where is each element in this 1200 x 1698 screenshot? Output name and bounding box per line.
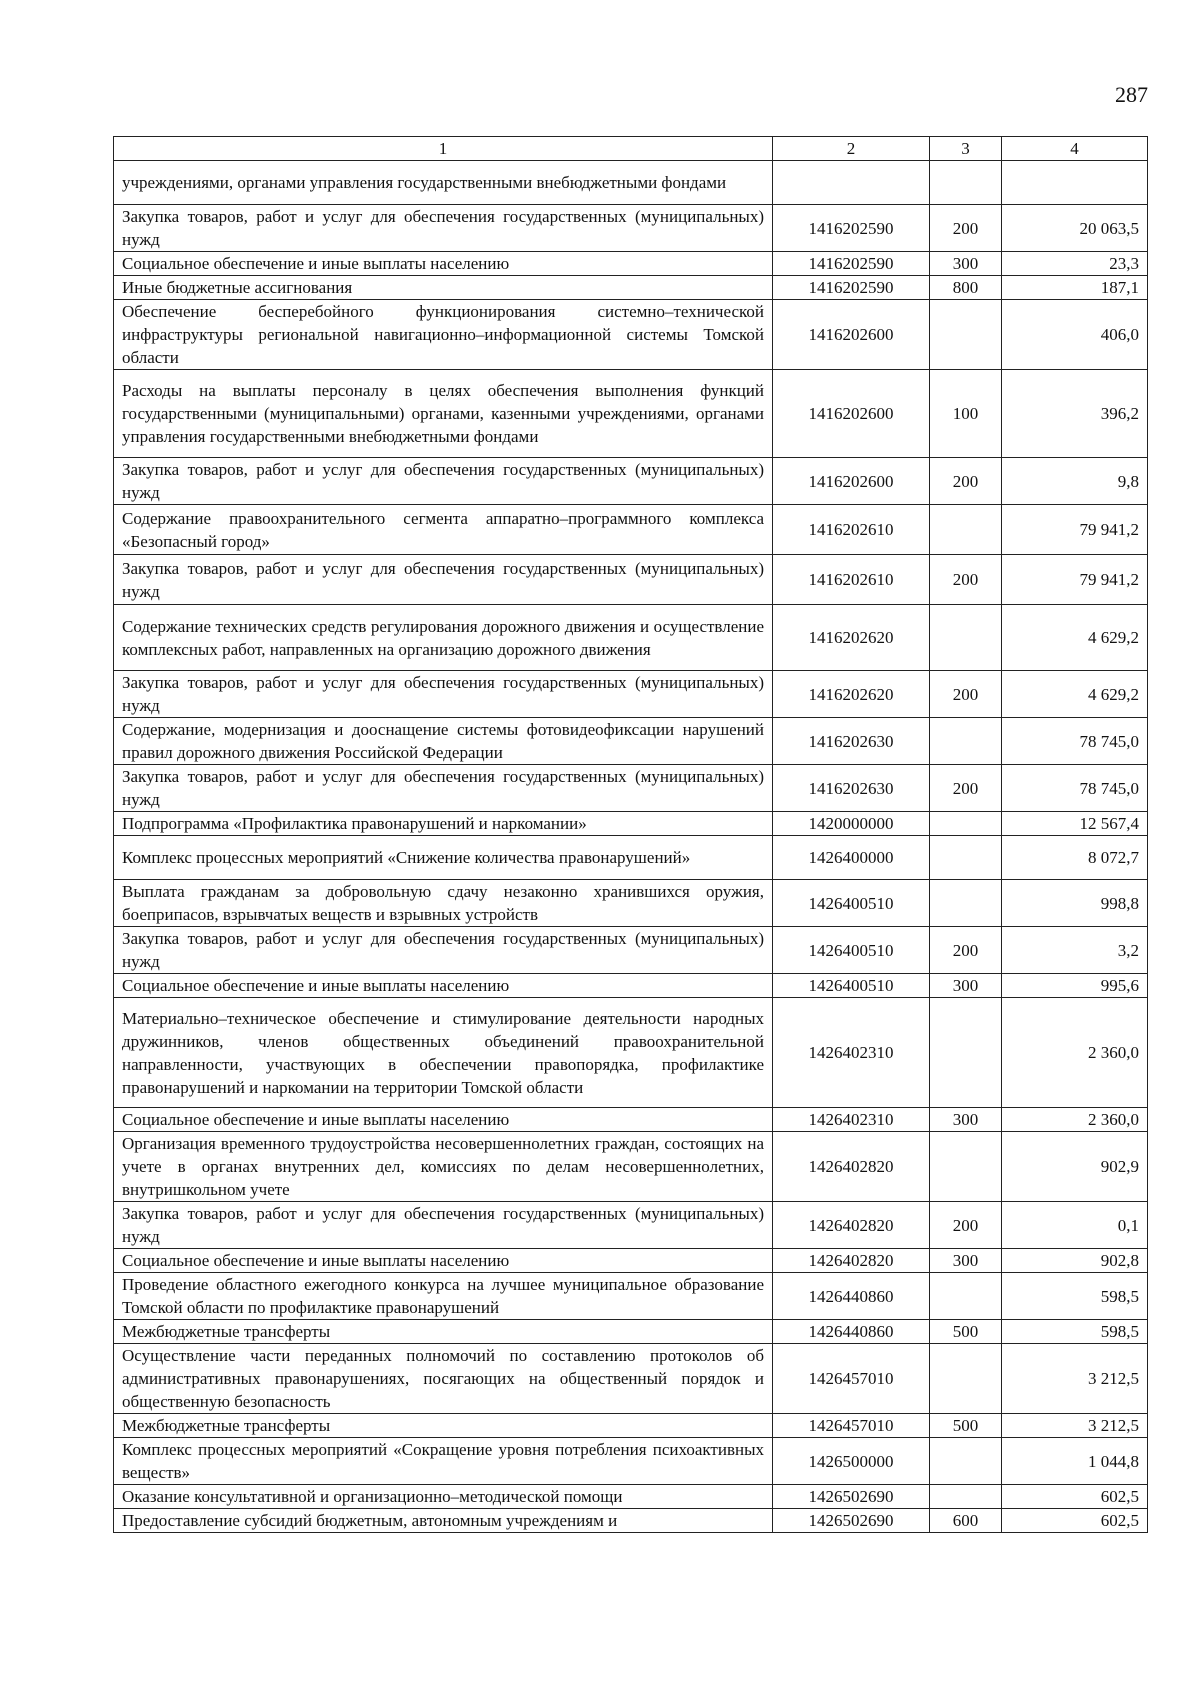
table-row xyxy=(114,1108,1148,1132)
table-row xyxy=(114,605,1148,671)
table-row xyxy=(114,1414,1148,1438)
row-code-cell: 1426400510 xyxy=(773,927,930,974)
table-row xyxy=(114,1344,1148,1414)
row-sum-cell: 9,8 xyxy=(1002,458,1148,505)
table-row xyxy=(114,974,1148,998)
row-sum-cell: 598,5 xyxy=(1002,1273,1148,1320)
row-name-cell: Социальное обеспечение и иные выплаты населению xyxy=(114,252,773,276)
row-type-cell: 300 xyxy=(930,1249,1002,1273)
table-row xyxy=(114,458,1148,505)
table-row xyxy=(114,998,1148,1108)
row-type-cell: 800 xyxy=(930,276,1002,300)
row-type-cell xyxy=(930,505,1002,555)
table-row xyxy=(114,836,1148,880)
header-row xyxy=(114,137,1148,161)
row-type-cell: 200 xyxy=(930,765,1002,812)
row-sum-cell: 12 567,4 xyxy=(1002,812,1148,836)
row-sum-cell: 79 941,2 xyxy=(1002,555,1148,605)
row-code-cell: 1416202620 xyxy=(773,671,930,718)
table-row xyxy=(114,765,1148,812)
table-row xyxy=(114,1485,1148,1509)
budget-table xyxy=(113,136,1148,1533)
row-sum-cell: 396,2 xyxy=(1002,370,1148,458)
row-type-cell xyxy=(930,836,1002,880)
row-sum-cell: 4 629,2 xyxy=(1002,671,1148,718)
row-sum-cell: 8 072,7 xyxy=(1002,836,1148,880)
column-header-sum: 4 xyxy=(1002,137,1148,161)
table-row xyxy=(114,252,1148,276)
row-sum-cell: 20 063,5 xyxy=(1002,205,1148,252)
row-code-cell: 1416202600 xyxy=(773,370,930,458)
row-code-cell: 1426400000 xyxy=(773,836,930,880)
row-type-cell xyxy=(930,998,1002,1108)
row-name-cell: Межбюджетные трансферты xyxy=(114,1320,773,1344)
row-name-cell: Закупка товаров, работ и услуг для обеспечения государственных (муниципальных) нужд xyxy=(114,458,773,505)
column-header-code: 2 xyxy=(773,137,930,161)
table-row xyxy=(114,300,1148,370)
row-code-cell: 1416202630 xyxy=(773,718,930,765)
row-name-cell: Закупка товаров, работ и услуг для обеспечения государственных (муниципальных) нужд xyxy=(114,205,773,252)
column-header-name: 1 xyxy=(114,137,773,161)
row-type-cell: 300 xyxy=(930,1108,1002,1132)
row-sum-cell: 0,1 xyxy=(1002,1202,1148,1249)
row-code-cell: 1416202590 xyxy=(773,276,930,300)
row-type-cell xyxy=(930,718,1002,765)
row-name-cell: Расходы на выплаты персоналу в целях обеспечения выполнения функций государственными (муниципальными) органами, казенными учреждениями, органами управления государственными внебюджетными фондами xyxy=(114,370,773,458)
row-name-cell: Иные бюджетные ассигнования xyxy=(114,276,773,300)
row-sum-cell: 79 941,2 xyxy=(1002,505,1148,555)
row-sum-cell: 1 044,8 xyxy=(1002,1438,1148,1485)
row-code-cell: 1416202600 xyxy=(773,300,930,370)
table-row xyxy=(114,1249,1148,1273)
row-name-cell: Закупка товаров, работ и услуг для обеспечения государственных (муниципальных) нужд xyxy=(114,555,773,605)
row-code-cell xyxy=(773,161,930,205)
row-sum-cell: 998,8 xyxy=(1002,880,1148,927)
row-code-cell: 1420000000 xyxy=(773,812,930,836)
row-name-cell: Содержание, модернизация и дооснащение системы фотовидеофиксации нарушений правил дорожного движения Российской Федерации xyxy=(114,718,773,765)
row-name-cell: Оказание консультативной и организационно–методической помощи xyxy=(114,1485,773,1509)
row-code-cell: 1426402310 xyxy=(773,1108,930,1132)
row-name-cell: Закупка товаров, работ и услуг для обеспечения государственных (муниципальных) нужд xyxy=(114,1202,773,1249)
row-code-cell: 1426402820 xyxy=(773,1132,930,1202)
row-name-cell: Проведение областного ежегодного конкурса на лучшее муниципальное образование Томской области по профилактике правонарушений xyxy=(114,1273,773,1320)
row-type-cell: 300 xyxy=(930,252,1002,276)
row-name-cell: Социальное обеспечение и иные выплаты населению xyxy=(114,1249,773,1273)
row-type-cell: 300 xyxy=(930,974,1002,998)
row-type-cell xyxy=(930,1273,1002,1320)
row-type-cell: 500 xyxy=(930,1320,1002,1344)
row-type-cell: 600 xyxy=(930,1509,1002,1533)
table-row xyxy=(114,276,1148,300)
row-code-cell: 1426400510 xyxy=(773,880,930,927)
table-row xyxy=(114,1202,1148,1249)
table-row xyxy=(114,505,1148,555)
row-code-cell: 1416202590 xyxy=(773,252,930,276)
row-code-cell: 1416202630 xyxy=(773,765,930,812)
row-type-cell: 200 xyxy=(930,671,1002,718)
row-sum-cell: 3 212,5 xyxy=(1002,1344,1148,1414)
row-type-cell xyxy=(930,1344,1002,1414)
row-code-cell: 1426440860 xyxy=(773,1320,930,1344)
row-code-cell: 1426457010 xyxy=(773,1414,930,1438)
row-type-cell xyxy=(930,300,1002,370)
table-row xyxy=(114,370,1148,458)
row-sum-cell: 406,0 xyxy=(1002,300,1148,370)
row-name-cell: Содержание технических средств регулирования дорожного движения и осуществление комплексных работ, направленных на организацию дорожного движения xyxy=(114,605,773,671)
row-code-cell: 1426502690 xyxy=(773,1485,930,1509)
row-type-cell xyxy=(930,880,1002,927)
table-row xyxy=(114,1132,1148,1202)
row-name-cell: Комплекс процессных мероприятий «Снижение количества правонарушений» xyxy=(114,836,773,880)
row-code-cell: 1416202620 xyxy=(773,605,930,671)
row-name-cell: Организация временного трудоустройства несовершеннолетних граждан, состоящих на учете в органах внутренних дел, комиссиях по делам несовершеннолетних, внутришкольном учете xyxy=(114,1132,773,1202)
row-sum-cell: 4 629,2 xyxy=(1002,605,1148,671)
row-code-cell: 1426402310 xyxy=(773,998,930,1108)
row-name-cell: Комплекс процессных мероприятий «Сокращение уровня потребления психоактивных веществ» xyxy=(114,1438,773,1485)
table-row xyxy=(114,555,1148,605)
row-sum-cell xyxy=(1002,161,1148,205)
row-sum-cell: 3 212,5 xyxy=(1002,1414,1148,1438)
row-sum-cell: 902,9 xyxy=(1002,1132,1148,1202)
row-sum-cell: 2 360,0 xyxy=(1002,998,1148,1108)
row-sum-cell: 598,5 xyxy=(1002,1320,1148,1344)
row-type-cell: 500 xyxy=(930,1414,1002,1438)
row-code-cell: 1416202590 xyxy=(773,205,930,252)
row-name-cell: Социальное обеспечение и иные выплаты населению xyxy=(114,1108,773,1132)
row-type-cell: 200 xyxy=(930,458,1002,505)
row-name-cell: Закупка товаров, работ и услуг для обеспечения государственных (муниципальных) нужд xyxy=(114,671,773,718)
column-header-type: 3 xyxy=(930,137,1002,161)
row-name-cell: Материально–техническое обеспечение и стимулирование деятельности народных дружинников, членов общественных объединений правоохранительной направленности, участвующих в обеспечении правопорядка, профилактике правонарушений и наркомании на территории Томской области xyxy=(114,998,773,1108)
row-sum-cell: 995,6 xyxy=(1002,974,1148,998)
row-code-cell: 1426440860 xyxy=(773,1273,930,1320)
row-sum-cell: 602,5 xyxy=(1002,1485,1148,1509)
row-type-cell xyxy=(930,1132,1002,1202)
table-row xyxy=(114,161,1148,205)
table-body xyxy=(114,161,1148,1533)
row-type-cell xyxy=(930,812,1002,836)
row-code-cell: 1426402820 xyxy=(773,1202,930,1249)
row-code-cell: 1426402820 xyxy=(773,1249,930,1273)
row-name-cell: Предоставление субсидий бюджетным, автономным учреждениям и xyxy=(114,1509,773,1533)
row-type-cell: 200 xyxy=(930,927,1002,974)
page-number: 287 xyxy=(1115,82,1148,107)
table-row xyxy=(114,718,1148,765)
row-sum-cell: 78 745,0 xyxy=(1002,718,1148,765)
row-type-cell xyxy=(930,605,1002,671)
table-row xyxy=(114,1320,1148,1344)
row-type-cell xyxy=(930,1485,1002,1509)
row-sum-cell: 2 360,0 xyxy=(1002,1108,1148,1132)
row-type-cell xyxy=(930,1438,1002,1485)
table-row xyxy=(114,880,1148,927)
table-header xyxy=(114,137,1148,161)
row-type-cell: 200 xyxy=(930,1202,1002,1249)
row-type-cell: 200 xyxy=(930,205,1002,252)
table-row xyxy=(114,205,1148,252)
row-sum-cell: 602,5 xyxy=(1002,1509,1148,1533)
row-code-cell: 1426500000 xyxy=(773,1438,930,1485)
row-sum-cell: 23,3 xyxy=(1002,252,1148,276)
row-name-cell: Межбюджетные трансферты xyxy=(114,1414,773,1438)
row-name-cell: Выплата гражданам за добровольную сдачу незаконно хранившихся оружия, боеприпасов, взрывчатых веществ и взрывных устройств xyxy=(114,880,773,927)
row-name-cell: Осуществление части переданных полномочий по составлению протоколов об административных правонарушениях, посягающих на общественный порядок и общественную безопасность xyxy=(114,1344,773,1414)
table-row xyxy=(114,1273,1148,1320)
table-row xyxy=(114,1438,1148,1485)
row-sum-cell: 78 745,0 xyxy=(1002,765,1148,812)
row-sum-cell: 902,8 xyxy=(1002,1249,1148,1273)
row-name-cell: Подпрограмма «Профилактика правонарушений и наркомании» xyxy=(114,812,773,836)
row-name-cell: Обеспечение бесперебойного функционирования системно–технической инфраструктуры региональной навигационно–информационной системы Томской области xyxy=(114,300,773,370)
row-name-cell: Содержание правоохранительного сегмента аппаратно–программного комплекса «Безопасный город» xyxy=(114,505,773,555)
row-name-cell: Закупка товаров, работ и услуг для обеспечения государственных (муниципальных) нужд xyxy=(114,765,773,812)
row-sum-cell: 3,2 xyxy=(1002,927,1148,974)
row-code-cell: 1426502690 xyxy=(773,1509,930,1533)
row-code-cell: 1416202600 xyxy=(773,458,930,505)
row-code-cell: 1416202610 xyxy=(773,555,930,605)
row-type-cell: 100 xyxy=(930,370,1002,458)
row-code-cell: 1426400510 xyxy=(773,974,930,998)
row-sum-cell: 187,1 xyxy=(1002,276,1148,300)
row-code-cell: 1416202610 xyxy=(773,505,930,555)
row-code-cell: 1426457010 xyxy=(773,1344,930,1414)
table-row xyxy=(114,671,1148,718)
row-name-cell: учреждениями, органами управления государственными внебюджетными фондами xyxy=(114,161,773,205)
row-type-cell xyxy=(930,161,1002,205)
table-row xyxy=(114,1509,1148,1533)
table-row xyxy=(114,927,1148,974)
table-row xyxy=(114,812,1148,836)
row-name-cell: Закупка товаров, работ и услуг для обеспечения государственных (муниципальных) нужд xyxy=(114,927,773,974)
row-name-cell: Социальное обеспечение и иные выплаты населению xyxy=(114,974,773,998)
row-type-cell: 200 xyxy=(930,555,1002,605)
